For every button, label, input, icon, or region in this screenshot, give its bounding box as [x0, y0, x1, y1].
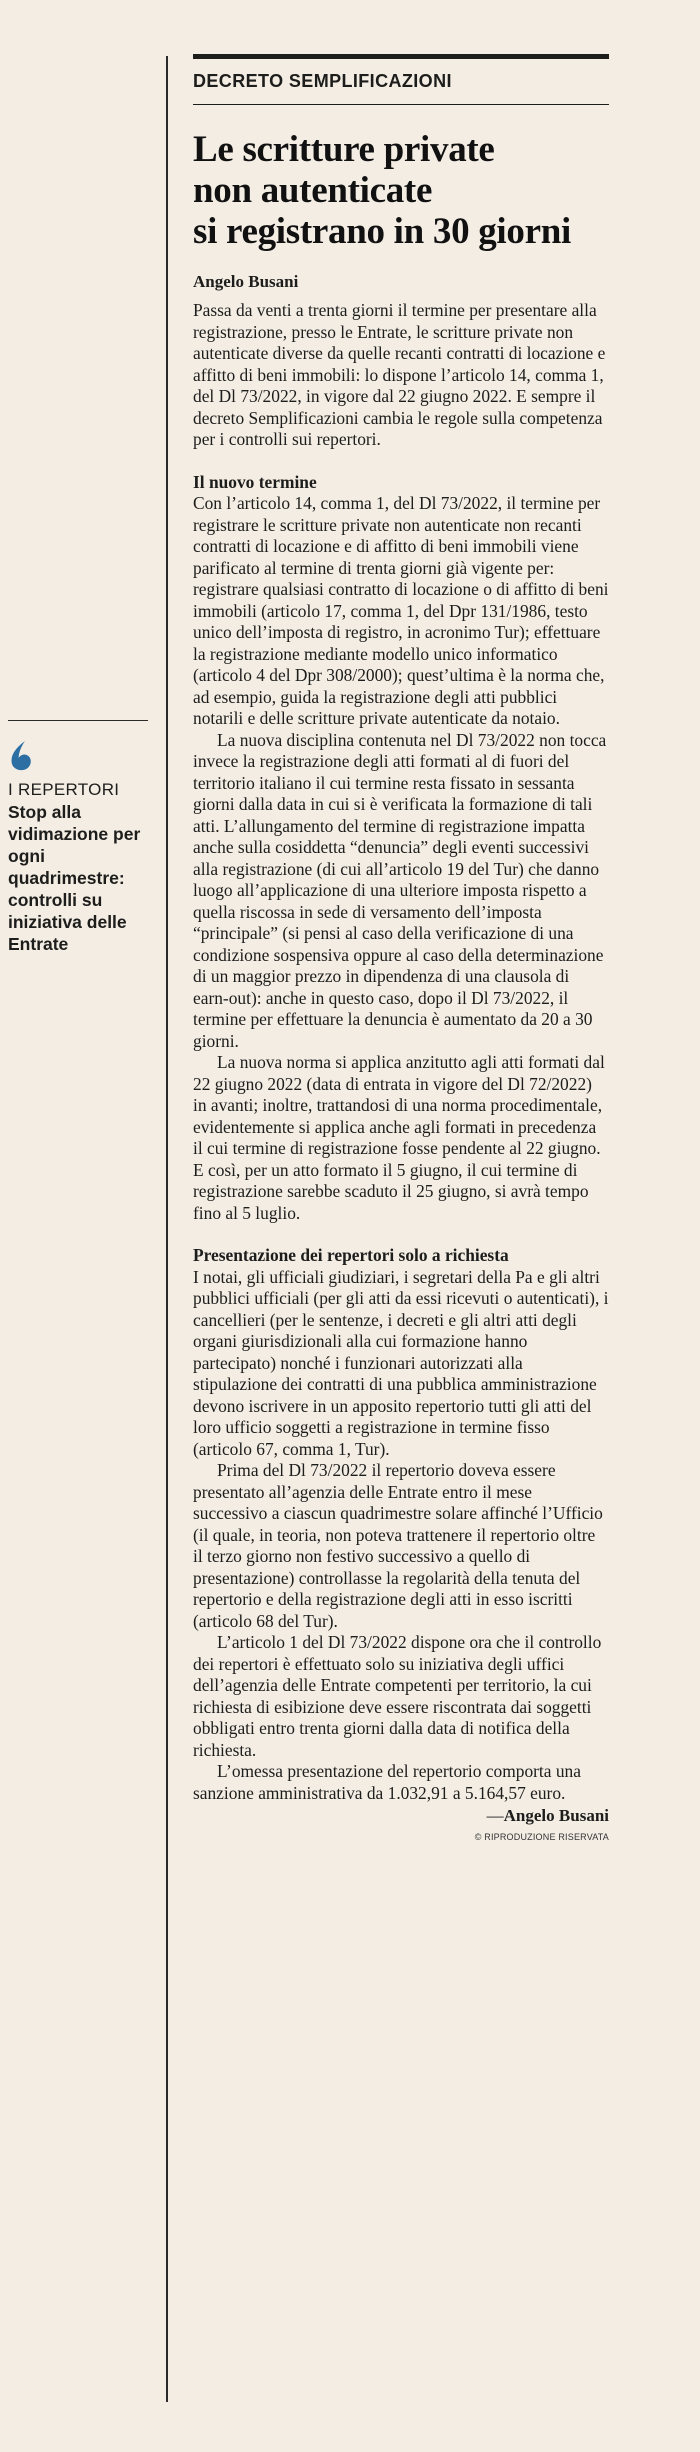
- subheading-nuovo-termine: Il nuovo termine: [193, 471, 317, 492]
- paragraph: La nuova disciplina contenuta nel Dl 73/2022 non tocca invece la registrazione degli atti formati al di fuori del territorio italiano il cui termine resta fissato in sessanta giorni dalla data in cui si è verificata la formazione di tali atti. L’allungamento del termine di registrazione impatta anche sulla cosiddetta “denuncia” degli eventi successivi alla registrazione (di cui all’articolo 19 del Tur) che danno luogo all’applicazione di una ulteriore imposta rispetto a quella riscossa in sede di versamento dell’imposta “principale” (si pensi al caso della verificazione di una condizione sospensiva oppure al caso della determinazione di un maggior prezzo in dipendenza di una clausola di earn-out): anche in questo caso, dopo il Dl 73/2022, il termine per effettuare la denuncia è aumentato da 20 a 30 giorni.: [193, 729, 607, 1051]
- paragraph: Con l’articolo 14, comma 1, del Dl 73/2022, il termine per registrare le scritture private non autenticate non recanti contratti di locazione e di affitto di beni immobili viene parificato al termine di trenta giorni già vigente per: registrare qualsiasi contratto di locazione o di affitto di beni immobili (articolo 17, comma 1, del Dpr 131/1986, testo unico dell’imposta di registro, in acronimo Tur); effettuare la registrazione mediante modello unico informatico (articolo 4 del Dpr 308/2000); quest’ultima è la norma che, ad esempio, guida la registrazione degli atti pubblici notarili e delle scritture private autenticate da notaio.: [193, 493, 609, 728]
- section-label: DECRETO SEMPLIFICAZIONI: [193, 71, 452, 91]
- signature: [193, 1806, 609, 1826]
- paragraph: L’omessa presentazione del repertorio comporta una sanzione amministrativa da 1.032,91 a 5.164,57 euro.: [193, 1761, 581, 1803]
- signature-name: Angelo Busani: [503, 1806, 609, 1825]
- byline: Angelo Busani: [193, 272, 299, 291]
- section-bottom-rule: [193, 104, 609, 105]
- headline-line-2: non autenticate: [193, 170, 433, 211]
- sidebar-teaser: Stop alla vidimazione per ogni quadrimestre: controlli su iniziativa delle Entrate: [8, 802, 141, 954]
- paragraph: Prima del Dl 73/2022 il repertorio doveva essere presentato all’agenzia delle Entrate entro il mese successivo a ciascun quadrimestre solare affinché l’Ufficio (il quale, in teoria, non poteva trattenere il repertorio oltre il terzo giorno non festivo successivo a quello di presentazione) controllasse la regolarità della tenuta del repertorio e della registrazione degli atti in esso iscritti (articolo 68 del Tur).: [193, 1460, 603, 1631]
- headline-line-1: Le scritture private: [193, 129, 495, 170]
- article: [193, 54, 609, 1842]
- subheading-repertori: Presentazione dei repertori solo a richiesta: [193, 1245, 509, 1265]
- intro-paragraph: Passa da venti a trenta giorni il termine per presentare alla registrazione, presso le Entrate, le scritture private non autenticate diverse da quelle recanti contratti di locazione e affitto di beni immobili: lo dispone l’articolo 14, comma 1, del Dl 73/2022, in vigore dal 22 giugno 2022. E sempre il decreto Semplificazioni cambia le regole sulla competenza per i controlli sui repertori.: [193, 300, 606, 449]
- paragraph: L’articolo 1 del Dl 73/2022 dispone ora che il controllo dei repertori è effettuato solo su iniziativa degli uffici dell’agenzia delle Entrate competenti per territorio, la cui richiesta di esibizione deve essere riscontrata dai soggetti obbligati entro trenta giorni dalla data di notifica della richiesta.: [193, 1632, 602, 1760]
- signature-dash: —: [486, 1806, 504, 1825]
- paragraph: La nuova norma si applica anzitutto agli atti formati dal 22 giugno 2022 (data di entrata in vigore del Dl 72/2022) in avanti; inoltre, trattandosi di una norma procedimentale, evidentemente si applica anche agli formati in precedenza il cui termine di registrazione fosse pendente al 22 giugno. E così, per un atto formato il 5 giugno, il cui termine di registrazione sarebbe scaduto il 25 giugno, si avrà tempo fino al 5 luglio.: [193, 1052, 605, 1223]
- copyright-notice: © RIPRODUZIONE RISERVATA: [474, 1832, 609, 1842]
- column-divider: [166, 56, 168, 2402]
- sidebar-kicker: I REPERTORI: [8, 780, 120, 799]
- drop-icon: [8, 739, 34, 773]
- headline-line-3: si registrano in 30 giorni: [193, 211, 571, 252]
- paragraph: I notai, gli ufficiali giudiziari, i segretari della Pa e gli altri pubblici ufficiali (per gli atti da essi ricevuti o autenticati), i cancellieri (per le sentenze, i decreti e gli altri atti degli organi giurisdizionali alla cui formazione hanno partecipato) nonché i funzionari autorizzati alla stipulazione dei contratti di una pubblica amministrazione devono iscrivere in un apposito repertorio tutti gli atti del loro ufficio soggetti a registrazione in termine fisso (articolo 67, comma 1, Tur).: [193, 1266, 609, 1459]
- sidebar-rule: [8, 720, 148, 721]
- sidebar-box: [8, 720, 148, 955]
- article-body: [193, 300, 609, 1804]
- headline: [193, 129, 609, 252]
